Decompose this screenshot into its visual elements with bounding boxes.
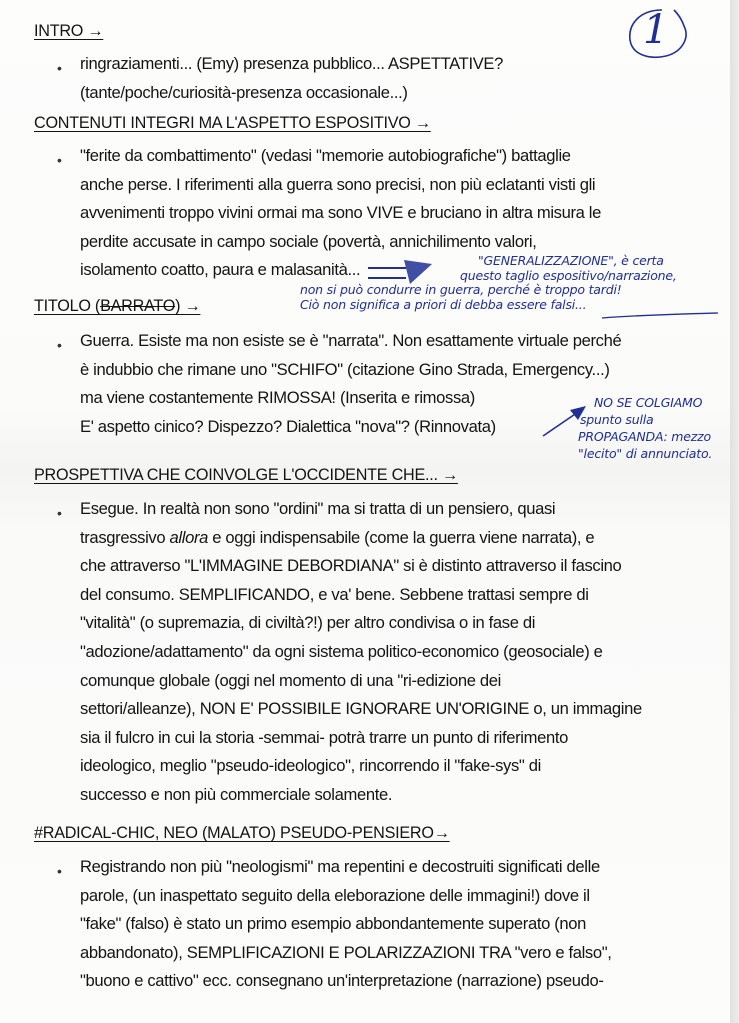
- text-line: [80, 524, 720, 553]
- handwritten-underline: [600, 312, 720, 322]
- text-line: "fake" (falso) è stato un primo esempio abbondantemente superato (non: [80, 914, 587, 934]
- text-line: "ferite da combattimento" (vedasi "memorie autobiografiche") battaglie: [80, 146, 571, 165]
- note-line: spunto sulla: [580, 412, 654, 427]
- text-line: Guerra. Esiste ma non esiste se è "narrata". Non esattamente virtuale perché: [80, 331, 622, 350]
- text-line: "vitalità" (o supremazia, di civiltà?!) per altro condivisa o in fase di: [80, 613, 536, 633]
- heading-struck-text: BARRATO: [100, 297, 176, 315]
- text-line: ringraziamenti... (Emy) presenza pubblico... ASPETTATIVE?: [80, 54, 504, 73]
- text-line: Esegue. In realtà non sono "ordini" ma si tratta di un pensiero, quasi: [80, 499, 556, 518]
- text-line: sia il fulcro in cui la storia -semmai- potrà trarre un punto di riferimento: [80, 727, 569, 747]
- section-heading-prospettiva: PROSPETTIVA CHE COINVOLGE L'OCCIDENTE CHE... →: [34, 466, 458, 484]
- paragraph-intro: [80, 50, 720, 107]
- text-line: ma viene costantemente RIMOSSA! (Inserita e rimossa): [80, 388, 475, 408]
- note-line: "lecito" di annunciato.: [578, 446, 713, 461]
- text-line: comunque globale (oggi nel momento di una "ri-edizione dei: [80, 670, 501, 690]
- paragraph-prospettiva: [80, 495, 720, 810]
- text-line: E' aspetto cinico? Dispezzo? Dialettica "nova"? (Rinnovata): [80, 416, 496, 436]
- text-line: che attraverso "L'IMMAGINE DEBORDIANA" si è distinto attraverso il fascino: [80, 556, 622, 576]
- handwritten-note-generalizzazione: [300, 254, 677, 312]
- italic-word: allora: [169, 527, 209, 547]
- page-number-annotation: 1: [643, 7, 669, 53]
- bullet-icon: •: [57, 152, 62, 168]
- handwritten-note-propaganda: [578, 394, 712, 462]
- note-line: questo taglio espositivo/narrazione,: [460, 267, 677, 283]
- text-line: è indubbio che rimane uno "SCHIFO" (citazione Gino Strada, Emergency...): [80, 359, 610, 379]
- note-line: "GENERALIZZAZIONE", è certa: [478, 253, 664, 268]
- heading-text: ) →: [175, 297, 201, 315]
- section-heading-intro: INTRO →: [34, 22, 104, 40]
- scanner-edge: [730, 0, 739, 1023]
- text-line: isolamento coatto, paura e malasanità...: [80, 260, 361, 280]
- section-heading-titolo: [34, 297, 200, 316]
- text-line: settori/alleanze), NON E' POSSIBILE IGNORARE UN'ORIGINE o, un immagine: [80, 699, 642, 719]
- bullet-icon: •: [57, 337, 62, 353]
- note-line: Ciò non significa a priori di debba essere falsi...: [300, 296, 587, 312]
- text-line: (tante/poche/curiosità-presenza occasionale...): [80, 82, 408, 102]
- text-line: avvenimenti troppo vivini ormai ma sono VIVE e bruciano in altra misura le: [80, 203, 602, 223]
- note-line: NO SE COLGIAMO: [594, 395, 703, 410]
- text-line: successo e non più commerciale solamente.: [80, 784, 393, 804]
- text-line: anche perse. I riferimenti alla guerra sono precisi, non più eclatanti visti gli: [80, 174, 596, 194]
- text-line: perdite accusate in campo sociale (povertà, annichilimento valori,: [80, 231, 537, 251]
- text-line: del consumo. SEMPLIFICANDO, e va' bene. Sebbene trattasi sempre di: [80, 584, 589, 604]
- note-line: PROPAGANDA: mezzo: [578, 429, 711, 444]
- text-line: parole, (un inaspettato seguito della eleborazione delle immagini!) dove il: [80, 885, 590, 905]
- section-heading-radical-chic: #RADICAL-CHIC, NEO (MALATO) PSEUDO-PENSIERO→: [34, 824, 450, 842]
- bullet-icon: •: [57, 60, 62, 76]
- note-line: non si può condurre in guerra, perché è troppo tardi!: [300, 282, 622, 297]
- text-segment: trasgressivo: [80, 527, 170, 547]
- heading-text: TITOLO (: [34, 297, 101, 315]
- bullet-icon: •: [57, 863, 62, 879]
- bullet-icon: •: [57, 505, 62, 521]
- text-line: Registrando non più "neologismi" ma repentini e decostruiti significati delle: [80, 857, 600, 876]
- text-line: abbandonato), SEMPLIFICAZIONI E POLARIZZAZIONI TRA "vero e falso",: [80, 942, 612, 962]
- paragraph-radical-chic: [80, 853, 720, 996]
- text-line: "buono e cattivo" ecc. consegnano un'interpretazione (narrazione) pseudo-: [80, 971, 604, 991]
- text-segment: e oggi indispensabile (come la guerra viene narrata), e: [208, 527, 595, 547]
- text-line: "adozione/adattamento" da ogni sistema politico-economico (geosociale) e: [80, 641, 603, 661]
- text-line: ideologico, meglio "pseudo-ideologico", rincorrendo il "fake-sys" di: [80, 756, 541, 776]
- section-heading-contenuti: CONTENUTI INTEGRI MA L'ASPETTO ESPOSITIVO →: [34, 114, 431, 132]
